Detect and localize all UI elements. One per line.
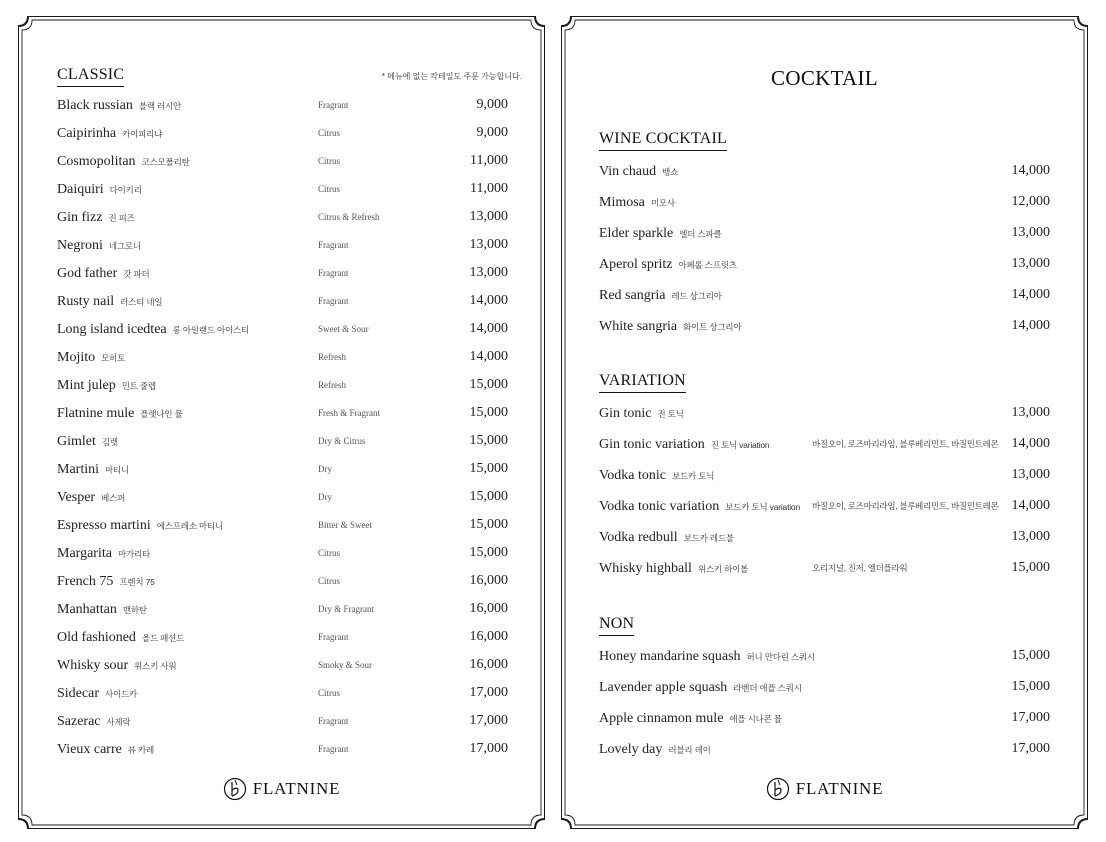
item-name: Honey mandarine squash (599, 649, 741, 664)
item-description: Fragrant (318, 716, 349, 726)
item-price: 17,000 (469, 713, 508, 728)
menu-item (57, 458, 508, 480)
item-name: Cosmopolitan (57, 154, 136, 169)
menu-item (599, 222, 1050, 244)
menu-item (599, 160, 1050, 182)
menu-item (57, 710, 508, 732)
item-name: Mimosa (599, 195, 645, 210)
item-name: Apple cinnamon mule (599, 711, 724, 726)
menu-item (57, 682, 508, 704)
item-description: 오리지널, 진저, 엘더플라워 (812, 563, 908, 573)
item-price: 13,000 (469, 237, 508, 252)
item-korean-name: 위스키 사워 (134, 661, 177, 671)
menu-item (57, 738, 508, 760)
item-price: 14,000 (1011, 436, 1050, 451)
item-description: Sweet & Sour (318, 324, 369, 334)
item-name: Mint julep (57, 378, 116, 393)
item-name: Negroni (57, 238, 103, 253)
item-price: 13,000 (469, 265, 508, 280)
item-name: Espresso martini (57, 518, 151, 533)
item-price: 13,000 (1011, 467, 1050, 482)
item-description: Fragrant (318, 268, 349, 278)
menu-page-classic (18, 16, 545, 829)
item-description: Fragrant (318, 744, 349, 754)
item-price: 15,000 (469, 517, 508, 532)
item-korean-name: 뷰 카레 (127, 745, 155, 755)
item-name: Sidecar (57, 686, 99, 701)
item-name: Elder sparkle (599, 226, 674, 241)
item-price: 15,000 (469, 461, 508, 476)
menu-item (57, 290, 508, 312)
item-name: Gimlet (57, 434, 96, 449)
item-price: 13,000 (469, 209, 508, 224)
item-description: Citrus (318, 128, 341, 138)
item-korean-name: 애플 시나몬 뮬 (729, 714, 782, 724)
item-price: 15,000 (1011, 648, 1050, 663)
item-price: 14,000 (1011, 163, 1050, 178)
item-name: Red sangria (599, 288, 666, 303)
item-korean-name: 보드카 레드불 (683, 533, 734, 543)
menu-item (57, 178, 508, 200)
item-korean-name: 네그로니 (108, 241, 141, 251)
item-price: 14,000 (469, 293, 508, 308)
item-price: 11,000 (470, 181, 508, 196)
item-price: 13,000 (1011, 225, 1050, 240)
item-korean-name: 베스퍼 (101, 493, 126, 503)
item-price: 17,000 (469, 741, 508, 756)
item-korean-name: 화이트 상그리아 (683, 322, 742, 332)
item-price: 15,000 (1011, 560, 1050, 575)
menu-item (599, 526, 1050, 548)
item-price: 16,000 (469, 657, 508, 672)
item-korean-name: 러블리 데이 (668, 745, 711, 755)
item-korean-name: 다이키리 (109, 185, 142, 195)
item-price: 14,000 (1011, 498, 1050, 513)
item-price: 16,000 (469, 573, 508, 588)
item-korean-name: 보드카 토닉 (672, 471, 715, 481)
item-price: 13,000 (1011, 529, 1050, 544)
item-price: 9,000 (476, 97, 508, 112)
item-name: French 75 (57, 574, 114, 589)
item-name: Manhattan (57, 602, 117, 617)
item-name: Aperol spritz (599, 257, 673, 272)
item-name: White sangria (599, 319, 678, 334)
item-korean-name: 모히토 (101, 353, 126, 363)
menu-item (57, 122, 508, 144)
item-name: Margarita (57, 546, 112, 561)
item-price: 17,000 (469, 685, 508, 700)
item-description: Fresh & Fragrant (318, 408, 380, 418)
item-description: Bitter & Sweet (318, 520, 372, 530)
item-korean-name: 러스티 네일 (120, 297, 163, 307)
item-name: Whisky sour (57, 658, 129, 673)
item-korean-name: 아페롤 스프릿츠 (678, 260, 737, 270)
menu-item (57, 94, 508, 116)
item-price: 12,000 (1011, 194, 1050, 209)
item-korean-name: 에스프레소 마티니 (156, 521, 223, 531)
item-name: Old fashioned (57, 630, 136, 645)
menu-item (599, 284, 1050, 306)
item-korean-name: 진 피즈 (108, 213, 135, 223)
item-price: 13,000 (1011, 256, 1050, 271)
menu-item (57, 626, 508, 648)
item-korean-name: 블랙 러시안 (138, 101, 182, 111)
item-name: Mojito (57, 350, 96, 365)
item-description: Refresh (318, 352, 346, 362)
item-name: Gin tonic (599, 406, 652, 421)
item-name: Caipirinha (57, 126, 117, 141)
item-description: Citrus & Refresh (318, 212, 380, 222)
item-korean-name: 보드카 토닉 variation (725, 502, 800, 512)
item-korean-name: 플랫나인 뮬 (140, 409, 183, 419)
section-title: NON (599, 615, 634, 636)
menu-item (57, 430, 508, 452)
flatnine-logo-icon (766, 777, 790, 801)
menu-item (57, 654, 508, 676)
menu-item (599, 676, 1050, 698)
menu-item (57, 206, 508, 228)
item-name: Martini (57, 462, 99, 477)
item-description: Dry (318, 464, 332, 474)
item-name: God father (57, 266, 118, 281)
menu-item (599, 253, 1050, 275)
item-description: 바질오이, 로즈마리라임, 블루베리민트, 바질민트레몬 (812, 501, 999, 511)
item-price: 17,000 (1011, 741, 1050, 756)
item-korean-name: 사제락 (106, 717, 131, 727)
item-korean-name: 마가리타 (117, 549, 150, 559)
item-description: Citrus (318, 548, 341, 558)
item-description: Citrus (318, 156, 341, 166)
item-korean-name: 사이드카 (104, 689, 138, 699)
item-korean-name: 엘더 스파클 (679, 229, 722, 239)
menu-item (57, 150, 508, 172)
item-korean-name: 민트 줄렙 (121, 381, 156, 391)
item-price: 14,000 (1011, 287, 1050, 302)
item-price: 16,000 (469, 629, 508, 644)
item-description: Fragrant (318, 100, 349, 110)
item-description: Dry & Fragrant (318, 604, 374, 614)
item-price: 14,000 (469, 349, 508, 364)
item-korean-name: 올드 패션드 (141, 633, 185, 643)
item-name: Gin tonic variation (599, 437, 705, 452)
item-korean-name: 진 토닉 variation (710, 440, 770, 450)
item-name: Vieux carre (57, 742, 122, 757)
item-name: Gin fizz (57, 210, 103, 225)
item-name: Lavender apple squash (599, 680, 728, 695)
item-price: 15,000 (469, 433, 508, 448)
item-korean-name: 코스모폴리탄 (141, 157, 190, 167)
menu-item (57, 402, 508, 424)
section-title: WINE COCKTAIL (599, 130, 727, 151)
item-price: 15,000 (469, 377, 508, 392)
item-description: Fragrant (318, 240, 349, 250)
item-price: 14,000 (1011, 318, 1050, 333)
item-name: Long island icedtea (57, 322, 167, 337)
menu-item (57, 570, 508, 592)
brand-name: FLATNINE (252, 779, 341, 798)
menu-item (599, 191, 1050, 213)
item-name: Vodka redbull (599, 530, 678, 545)
item-korean-name: 위스키 하이볼 (697, 564, 749, 574)
item-name: Sazerac (57, 714, 101, 729)
item-korean-name: 프렌치 75 (119, 577, 155, 587)
menu-item (57, 542, 508, 564)
menu-item (599, 557, 1050, 579)
item-korean-name: 진 토닉 (657, 409, 684, 419)
item-description: 바질오이, 로즈마리라임, 블루베리민트, 바질민트레몬 (812, 439, 999, 449)
menu-item (599, 402, 1050, 424)
item-korean-name: 마티니 (105, 465, 130, 475)
item-description: Citrus (318, 688, 341, 698)
section-title: VARIATION (599, 372, 686, 393)
item-name: Lovely day (599, 742, 663, 757)
item-name: Vin chaud (599, 164, 657, 179)
menu-item (57, 346, 508, 368)
menu-item (599, 645, 1050, 667)
item-name: Vesper (57, 490, 96, 505)
item-price: 14,000 (469, 321, 508, 336)
brand-footer (18, 776, 545, 802)
item-description: Dry (318, 492, 332, 502)
menu-item (599, 433, 1050, 455)
item-price: 15,000 (469, 489, 508, 504)
item-name: Flatnine mule (57, 406, 135, 421)
item-description: Citrus (318, 184, 341, 194)
item-name: Vodka tonic variation (599, 499, 720, 514)
item-korean-name: 라벤더 애플 스쿼시 (733, 683, 802, 693)
item-name: Daiquiri (57, 182, 104, 197)
menu-page-cocktail (561, 16, 1088, 829)
item-price: 13,000 (1011, 405, 1050, 420)
menu-item (57, 514, 508, 536)
brand-footer (561, 776, 1088, 802)
item-korean-name: 카이피리냐 (122, 129, 163, 139)
flatnine-logo-icon (223, 777, 247, 801)
item-description: Dry & Citrus (318, 436, 366, 446)
menu-item (599, 738, 1050, 760)
item-korean-name: 허니 만다린 스쿼시 (746, 652, 815, 662)
item-description: Smoky & Sour (318, 660, 373, 670)
item-korean-name: 뱅쇼 (662, 167, 679, 177)
menu-item (599, 495, 1050, 517)
menu-item (599, 315, 1050, 337)
page-heading: COCKTAIL (771, 66, 878, 90)
item-name: Whisky highball (599, 561, 692, 576)
item-price: 16,000 (469, 601, 508, 616)
section-title-classic: CLASSIC (57, 66, 124, 87)
menu-item (599, 707, 1050, 729)
menu-item (57, 234, 508, 256)
item-description: Fragrant (318, 296, 349, 306)
item-price: 9,000 (476, 125, 508, 140)
item-price: 15,000 (1011, 679, 1050, 694)
menu-item (57, 374, 508, 396)
item-korean-name: 레드 상그리아 (671, 291, 722, 301)
item-price: 17,000 (1011, 710, 1050, 725)
item-name: Black russian (57, 98, 133, 113)
menu-item (57, 318, 508, 340)
item-korean-name: 김렛 (101, 437, 118, 447)
item-description: Refresh (318, 380, 346, 390)
item-description: Fragrant (318, 632, 349, 642)
item-korean-name: 맨하탄 (122, 605, 147, 615)
item-name: Vodka tonic (599, 468, 667, 483)
item-price: 11,000 (470, 153, 508, 168)
item-korean-name: 롱 아일랜드 아이스티 (172, 325, 250, 335)
item-korean-name: 갓 파더 (123, 269, 150, 279)
item-price: 15,000 (469, 545, 508, 560)
menu-item (57, 486, 508, 508)
menu-item (57, 262, 508, 284)
menu-item (57, 598, 508, 620)
item-korean-name: 미모사 (650, 198, 675, 208)
item-price: 15,000 (469, 405, 508, 420)
brand-name: FLATNINE (795, 779, 884, 798)
item-description: Citrus (318, 576, 341, 586)
menu-item (599, 464, 1050, 486)
order-note: * 메뉴에 없는 칵테일도 주문 가능합니다. (381, 72, 522, 81)
item-name: Rusty nail (57, 294, 115, 309)
